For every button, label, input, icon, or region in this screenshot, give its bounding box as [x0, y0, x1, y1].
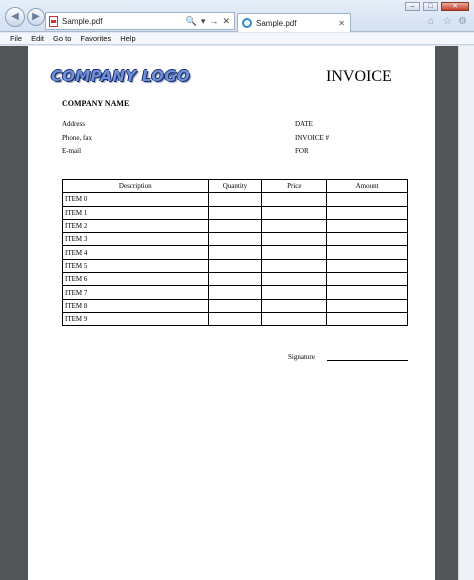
item-amount [327, 273, 408, 286]
pdf-viewer[interactable] [0, 46, 474, 580]
for-label: FOR [295, 147, 309, 155]
menu-favorites[interactable]: Favorites [80, 34, 112, 43]
tab-label: Sample.pdf [256, 18, 297, 28]
table-row [63, 219, 408, 232]
company-name: COMPANY NAME [62, 99, 130, 108]
menu-file[interactable]: File [10, 34, 23, 43]
column-header-price: Price [262, 180, 327, 193]
maximize-button[interactable]: □ [423, 2, 438, 11]
search-icon[interactable]: 🔍 [185, 15, 197, 26]
item-quantity [208, 206, 262, 219]
dropdown-icon[interactable]: ▾ [200, 15, 206, 26]
item-description: ITEM 2 [63, 219, 209, 232]
item-quantity [208, 193, 262, 206]
address-label: Address [62, 120, 85, 128]
item-price [262, 286, 327, 299]
table-row [63, 206, 408, 219]
item-amount [327, 259, 408, 272]
vertical-scrollbar[interactable] [458, 46, 474, 580]
pdf-file-icon [49, 16, 58, 27]
column-header-quantity: Quantity [208, 180, 262, 193]
invoice-number-label: INVOICE # [295, 134, 330, 142]
item-description: ITEM 9 [63, 312, 209, 325]
item-description: ITEM 0 [63, 193, 209, 206]
invoice-items-table [62, 179, 408, 326]
item-quantity [208, 219, 262, 232]
table-row [63, 233, 408, 246]
item-amount [327, 246, 408, 259]
item-quantity [208, 286, 262, 299]
item-amount [327, 219, 408, 232]
menu-help[interactable]: Help [120, 34, 136, 43]
table-header-row [63, 180, 408, 193]
item-amount [327, 299, 408, 312]
item-price [262, 233, 327, 246]
table-row [63, 193, 408, 206]
address-url[interactable]: Sample.pdf [62, 16, 103, 26]
gear-icon[interactable]: ⚙ [458, 16, 467, 27]
item-amount [327, 193, 408, 206]
item-description: ITEM 1 [63, 206, 209, 219]
item-price [262, 193, 327, 206]
signature-line [327, 360, 408, 361]
column-header-amount: Amount [327, 180, 408, 193]
item-quantity [208, 259, 262, 272]
phone-fax-label: Phone, fax [62, 134, 92, 142]
forward-arrow-icon: ▶ [32, 11, 40, 22]
go-arrow-icon[interactable]: → [209, 16, 219, 26]
table-row [63, 299, 408, 312]
back-button[interactable] [5, 7, 25, 27]
close-window-button[interactable]: ✕ [441, 2, 469, 11]
item-price [262, 259, 327, 272]
item-price [262, 312, 327, 325]
item-price [262, 299, 327, 312]
favorites-star-icon[interactable]: ☆ [443, 16, 452, 27]
company-logo: COMPANY LOGO [51, 67, 190, 85]
minimize-button[interactable]: – [405, 2, 420, 11]
browser-titlebar [0, 0, 474, 32]
invoice-title: INVOICE [326, 68, 392, 85]
item-description: ITEM 6 [63, 273, 209, 286]
item-quantity [208, 246, 262, 259]
item-quantity [208, 233, 262, 246]
table-row [63, 286, 408, 299]
item-amount [327, 206, 408, 219]
table-row [63, 246, 408, 259]
item-description: ITEM 4 [63, 246, 209, 259]
item-price [262, 206, 327, 219]
ie-logo-icon [242, 18, 252, 28]
menu-go-to[interactable]: Go to [53, 34, 72, 43]
table-row [63, 312, 408, 325]
item-amount [327, 312, 408, 325]
tab-sample-pdf[interactable] [237, 13, 351, 32]
item-description: ITEM 5 [63, 259, 209, 272]
forward-button[interactable] [27, 8, 45, 26]
pdf-page [28, 46, 435, 580]
item-description: ITEM 8 [63, 299, 209, 312]
menu-bar [0, 33, 474, 45]
signature-label: Signature [288, 353, 315, 361]
back-arrow-icon: ◀ [11, 11, 19, 22]
table-row [63, 259, 408, 272]
tab-close-icon[interactable]: ✕ [338, 18, 345, 28]
table-row [63, 273, 408, 286]
item-price [262, 219, 327, 232]
email-label: E-mail [62, 147, 82, 155]
item-amount [327, 286, 408, 299]
item-description: ITEM 3 [63, 233, 209, 246]
column-header-description: Description [63, 180, 209, 193]
menu-edit[interactable]: Edit [31, 34, 45, 43]
item-description: ITEM 7 [63, 286, 209, 299]
date-label: DATE [295, 120, 313, 128]
item-quantity [208, 312, 262, 325]
home-icon[interactable]: ⌂ [428, 16, 435, 27]
stop-icon[interactable]: ✕ [222, 15, 230, 26]
address-bar[interactable] [45, 12, 235, 30]
item-price [262, 273, 327, 286]
item-amount [327, 233, 408, 246]
item-quantity [208, 299, 262, 312]
item-price [262, 246, 327, 259]
item-quantity [208, 273, 262, 286]
